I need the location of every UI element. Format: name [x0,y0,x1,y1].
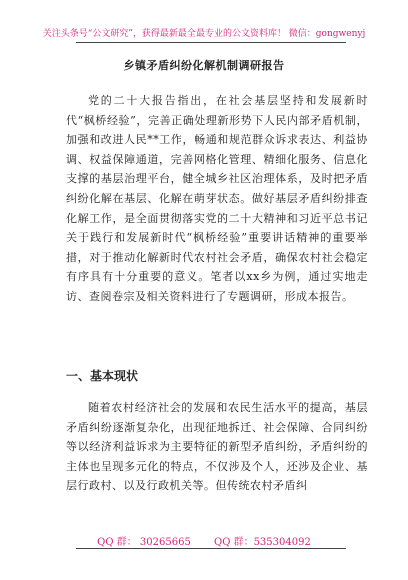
footer-qq-group-1: QQ 群： 30265665 [97,537,191,548]
footer-divider [76,548,346,549]
section1-paragraph: 随着农村经济社会的发展和农民生活水平的提高，基层矛盾纠纷逐渐复杂化，出现征地拆迁、社会保障、合同纠纷等以经济利益诉求为主要特征的新型矛盾纠纷，矛盾纠纷的主体也呈现多元化的特点，不仅涉及个人，还涉及企业、基层行政村、以及行政机关等。但传统农村矛盾纠 [66,401,368,493]
footer-qq-group-2: QQ 群：535304092 [214,537,311,548]
document-title: 乡镇矛盾纠纷化解机制调研报告 [123,59,285,72]
section-heading-basic-status: 一、基本现状 [66,369,139,383]
intro-paragraph: 党的二十大报告指出，在社会基层坚持和发展新时代“枫桥经验”，完善正确处理新形势下人民内部矛盾机制，加强和改进人民**工作，畅通和规范群众诉求表达、利益协调、权益保障通道，完善网格化管理、精细化服务、信息化支撑的基层治理平台，健全城乡社区治理体系，及时把矛盾纠纷化解在基层、化解在萌芽状态。做好基层矛盾纠纷排查化解工作，是全面贯彻落实党的二十大精神和习近平总书记关于践行和发展新时代“枫桥经验”重要讲话精神的重要举措，对于推动化解新时代农村社会矛盾，确保农村社会稳定有序具有十分重要的意义。笔者以xx乡为例，通过实地走访、查阅卷宗及相关资料进行了专题调研，形成本报告。 [66,94,368,303]
header-banner: 关注头条号“公文研究”，获得最新最全最专业的公文资料库！ 微信：gongwenyj [42,29,366,39]
header-divider [76,42,346,43]
footer-contact [0,533,408,548]
